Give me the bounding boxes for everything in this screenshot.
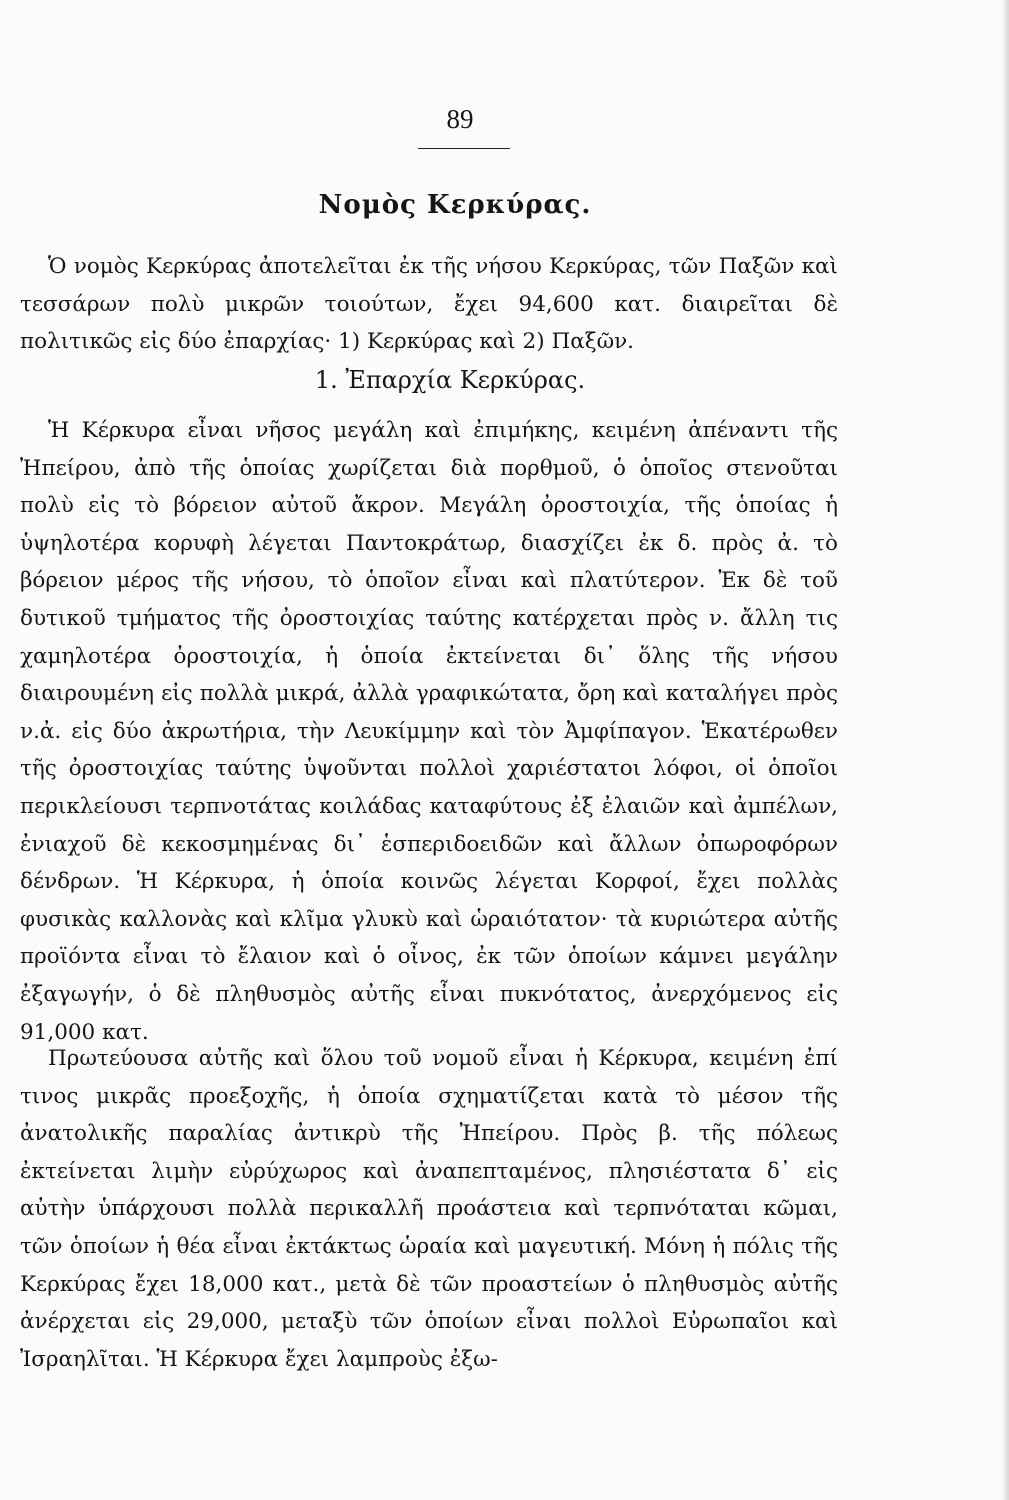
section-heading: 1. Ἐπαρχία Κερκύρας. — [314, 366, 586, 394]
page-number-rule — [418, 148, 510, 149]
body-paragraph-1 — [20, 412, 838, 1051]
page-number: 89 — [446, 104, 474, 134]
body-paragraph-2-text: Πρωτεύουσα αὐτῆς καὶ ὅλου τοῦ νομοῦ εἶναι ἡ Κέρκυρα, κειμένη ἐπί τινος μικρᾶς προεξοχῆς, ἡ ὁποία σχηματίζεται κατὰ τὸ μέσον τῆς ἀνατολικῆς παραλίας ἀντικρὺ τῆς Ἠπείρου. Πρὸς β. τῆς πόλεως ἐκτείνεται λιμὴν εὐρύχωρος καὶ ἀναπεπταμένος, πλησιέστατα δ᾽ εἰς αὐτὴν ὑπάρχουσι πολλὰ περικαλλῆ προάστεια καὶ τερπνόταται κῶμαι, τῶν ὁποίων ἡ θέα εἶναι ἐκτάκτως ὡραία καὶ μαγευτική. Μόνη ἡ πόλις τῆς Κερκύρας ἔχει 18,000 κατ., μετὰ δὲ τῶν προαστείων ὁ πληθυσμὸς αὐτῆς ἀνέρχεται εἰς 29,000, μεταξὺ τῶν ὁποίων εἶναι πολλοὶ Εὐρωπαῖοι καὶ Ἰσραηλῖται. Ἡ Κέρκυρα ἔχει λαμπροὺς ἐξω- — [20, 1046, 838, 1372]
chapter-title: Νομὸς Κερκύρας. — [318, 190, 592, 220]
body-paragraph-1-text: Ἡ Κέρκυρα εἶναι νῆσος μεγάλη καὶ ἐπιμήκης, κειμένη ἀπέναντι τῆς Ἠπείρου, ἀπὸ τῆς ὁποίας χωρίζεται διὰ πορθμοῦ, ὁ ὁποῖος στενοῦται πολὺ εἰς τὸ βόρειον αὐτοῦ ἄκρον. Μεγάλη ὀροστοιχία, τῆς ὁποίας ἡ ὑψηλοτέρα κορυφὴ λέγεται Παντοκράτωρ, διασχίζει ἐκ δ. πρὸς ἀ. τὸ βόρειον μέρος τῆς νήσου, τὸ ὁποῖον εἶναι καὶ πλατύτερον. Ἐκ δὲ τοῦ δυτικοῦ τμήματος τῆς ὀροστοιχίας ταύτης κατέρχεται πρὸς ν. ἄλλη τις χαμηλοτέρα ὀροστοιχία, ἡ ὁποία ἐκτείνεται δι᾽ ὅλης τῆς νήσου διαιρουμένη εἰς πολλὰ μικρά, ἀλλὰ γραφικώτατα, ὄρη καὶ καταλήγει πρὸς ν.ἀ. εἰς δύο ἀκρωτήρια, τὴν Λευκίμμην καὶ τὸν Ἀμφίπαγον. Ἑκατέρωθεν τῆς ὀροστοιχίας ταύτης ὑψοῦνται πολλοὶ χαριέστατοι λόφοι, οἱ ὁποῖοι περικλείουσι τερπνοτάτας κοιλάδας καταφύτους ἐξ ἐλαιῶν καὶ ἀμπέλων, ἐνιαχοῦ δὲ κεκοσμημένας δι᾽ ἑσπεριδοειδῶν καὶ ἄλλων ὀπωροφόρων δένδρων. Ἡ Κέρκυρα, ἡ ὁποία κοινῶς λέγεται Κορφοί, ἔχει πολλὰς φυσικὰς καλλονὰς καὶ κλῖμα γλυκὺ καὶ ὡραιότατον· τὰ κυριώτερα αὐτῆς προϊόντα εἶναι τὸ ἔλαιον καὶ ὁ οἶνος, ἐκ τῶν ὁποίων κάμνει μεγάλην ἐξαγωγήν, ὁ δὲ πληθυσμὸς αὐτῆς εἶναι πυκνότατος, ἀνερχόμενος εἰς 91,000 κατ. — [20, 418, 838, 1045]
intro-paragraph — [20, 248, 838, 361]
body-paragraph-2 — [20, 1040, 838, 1378]
intro-text: Ὁ νομὸς Κερκύρας ἀποτελεῖται ἐκ τῆς νήσου Κερκύρας, τῶν Παξῶν καὶ τεσσάρων πολὺ μικρῶν τοιούτων, ἔχει 94,600 κατ. διαιρεῖται δὲ πολιτικῶς εἰς δύο ἐπαρχίας· 1) Κερκύρας καὶ 2) Παξῶν. — [20, 254, 838, 355]
page-edge-shadow — [1001, 0, 1009, 1500]
